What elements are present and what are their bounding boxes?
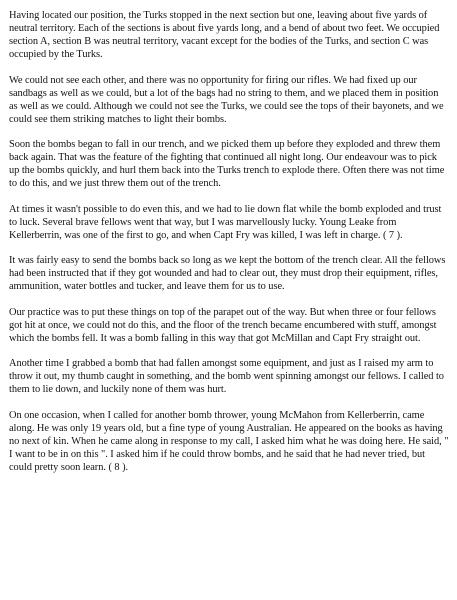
paragraph-7: Another time I grabbed a bomb that had fallen amongst some equipment, and just as I raised my arm to throw it out, my thumb caught in something, and the bomb went spinning amongst our fellows. I called to them to lie down, and luckily none of them was hurt. [9,358,444,395]
paragraph-3: Soon the bombs began to fall in our trench, and we picked them up before they exploded and threw them back again. That was the feature of the fighting that continued all night long. Our endeavour was to pick up the bombs quickly, and hurl them back into the Turks trench to explode there. Often there was not time to do this, and we just threw them out of the trench. [9,139,445,189]
paragraph-8: On one occasion, when I called for another bomb thrower, young McMahon from Kellerberrin, came along. He was only 19 years old, but a fine type of young Australian. He appeared on the books as having no next of kin. When he came along in response to my call, I asked him what he was doing here. He said, " I want to be in on this ". I asked him if he could throw bombs, and he said that he had never tried, but could pretty soon learn. ( 8 ). [9,409,449,473]
paragraph-6: Our practice was to put these things on top of the parapet out of the way. But when three or four fellows got hit at once, we could not do this, and the floor of the trench became encumbered with stuff, amongst which the bombs fell. It was a bomb falling in this way that got McMillan and Capt Fry straight out. [9,306,437,344]
document-page [9,9,449,474]
paragraph-2: We could not see each other, and there was no opportunity for firing our rifles. We had fixed up our sandbags as well as we could, but a lot of the bags had no string to them, and we placed them in position as well as we could. Although we could not see the Turks, we could see the tops of their bayonets, and we could see them striking matches to light their bombs. [9,74,444,125]
paragraph-1: Having located our position, the Turks stopped in the next section but one, leaving about five yards of neutral territory. Each of the sections is about five yards long, and a bend of about two feet. We occupied section A, section B was neutral territory, vacant except for the bodies of the Turks, and section C was occupied by the Turks. [9,10,440,60]
paragraph-5: It was fairly easy to send the bombs back so long as we kept the bottom of the trench clear. All the fellows had been instructed that if they got wounded and had to clear out, they must drop their equipment, rifles, ammunition, water bottles and tucker, and leave them for us to use. [9,255,446,292]
paragraph-4: At times it wasn't possible to do even this, and we had to lie down flat while the bomb exploded and trust to luck. Several brave fellows went that way, but I was marvellously lucky. Young Leake from Kellerberrin, was one of the first to go, and when Capt Fry was killed, I was left in charge. ( 7 ). [9,203,442,241]
